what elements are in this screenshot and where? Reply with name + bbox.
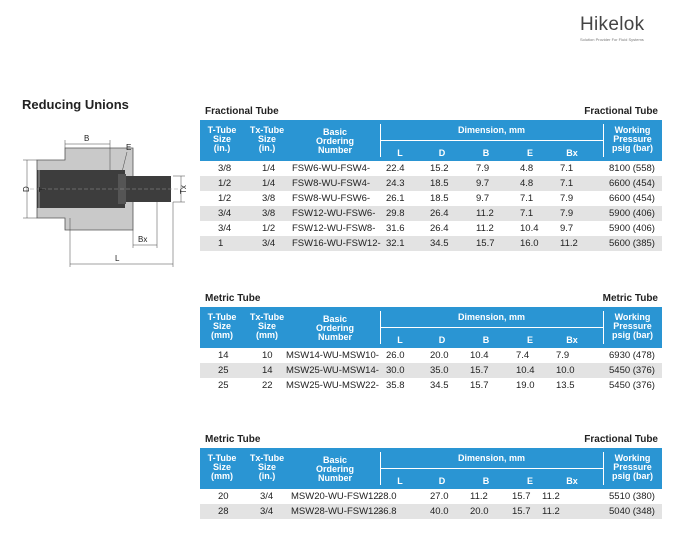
header-dimension: Dimension, mm xyxy=(457,312,525,322)
header-ordering: Basic xyxy=(322,127,348,137)
cell-Bx: 13.5 xyxy=(556,380,575,391)
header-ordering-3: Number xyxy=(317,332,352,342)
cell-Bx: 11.2 xyxy=(542,491,560,502)
cell-t: 25 xyxy=(218,380,229,391)
cell-tx: 3/4 xyxy=(260,491,274,502)
label-B: B xyxy=(84,134,90,143)
header-L: L xyxy=(397,335,403,345)
header-ordering-2: Ordering xyxy=(315,136,354,146)
cell-L: 36.8 xyxy=(378,506,397,517)
header-L: L xyxy=(397,148,403,158)
cell-number: MSW25-WU-MSW14- xyxy=(286,365,379,376)
table-header xyxy=(200,448,662,489)
header-dimension: Dimension, mm xyxy=(457,453,525,463)
header-B: B xyxy=(482,148,490,158)
cell-pressure: 5450 (376) xyxy=(609,380,655,391)
cell-L: 28.0 xyxy=(378,491,397,502)
cell-number: MSW25-WU-MSW22- xyxy=(286,380,379,391)
cell-E: 15.7 xyxy=(512,506,531,517)
cell-tx: 3/8 xyxy=(262,193,276,204)
header-t-tube-size: Size xyxy=(212,462,231,472)
cell-L: 26.0 xyxy=(386,350,405,361)
header-pressure-2: Pressure xyxy=(613,462,652,472)
cell-tx: 1/4 xyxy=(262,163,276,174)
cell-B: 15.7 xyxy=(476,238,495,249)
label-T: T xyxy=(38,187,47,192)
label-E: E xyxy=(126,143,132,152)
cell-D: 26.4 xyxy=(430,223,449,234)
header-B: B xyxy=(482,335,490,345)
cell-B: 15.7 xyxy=(470,380,489,391)
label-D: D xyxy=(22,186,31,192)
header-D: D xyxy=(438,476,446,486)
table-row xyxy=(200,363,662,378)
cell-pressure: 5900 (406) xyxy=(609,223,655,234)
header-tx-tube: Tx-Tube xyxy=(249,312,285,322)
table-header xyxy=(200,307,662,348)
cell-Bx: 10.0 xyxy=(556,365,575,376)
cell-pressure: 6600 (454) xyxy=(609,193,655,204)
cell-D: 34.5 xyxy=(430,380,449,391)
table-row xyxy=(200,206,662,221)
cell-tx: 1/4 xyxy=(262,178,276,189)
cell-E: 7.1 xyxy=(520,208,534,219)
cell-L: 29.8 xyxy=(386,208,405,219)
header-ordering-2: Ordering xyxy=(315,464,354,474)
header-ordering: Basic xyxy=(322,314,348,324)
cell-B: 11.2 xyxy=(476,223,494,234)
cell-E: 4.8 xyxy=(520,178,534,189)
header-t-tube-size: Size xyxy=(212,134,231,144)
cell-E: 7.4 xyxy=(516,350,530,361)
cell-B: 9.7 xyxy=(476,178,490,189)
cell-Bx: 7.9 xyxy=(556,350,570,361)
header-ordering-3: Number xyxy=(317,473,352,483)
header-D: D xyxy=(438,148,446,158)
cell-L: 32.1 xyxy=(386,238,405,249)
cell-t: 1 xyxy=(218,238,224,249)
table-row xyxy=(200,161,662,176)
cell-E: 10.4 xyxy=(516,365,535,376)
header-B: B xyxy=(482,476,490,486)
cell-Bx: 7.9 xyxy=(560,193,574,204)
cell-E: 10.4 xyxy=(520,223,539,234)
header-t-tube: T-Tube xyxy=(207,125,237,135)
header-ordering-2: Ordering xyxy=(315,323,354,333)
cell-pressure: 6930 (478) xyxy=(609,350,655,361)
cell-L: 30.0 xyxy=(386,365,405,376)
cell-tx: 14 xyxy=(262,365,273,376)
cell-t: 3/4 xyxy=(218,223,232,234)
cell-tx: 3/4 xyxy=(262,238,276,249)
cell-t: 1/2 xyxy=(218,193,232,204)
cell-E: 4.8 xyxy=(520,163,534,174)
table-header xyxy=(200,120,662,161)
cell-L: 22.4 xyxy=(386,163,405,174)
cell-pressure: 5510 (380) xyxy=(609,491,655,502)
header-tx-tube-size: Size xyxy=(257,134,276,144)
cell-number: FSW8-WU-FSW6- xyxy=(292,193,371,204)
header-tx-tube-size: Size xyxy=(257,321,276,331)
header-pressure-unit: psig (bar) xyxy=(611,471,653,481)
cell-number: FSW12-WU-FSW6- xyxy=(292,208,376,219)
cell-tx: 10 xyxy=(262,350,273,361)
cell-D: 18.5 xyxy=(430,178,449,189)
header-Bx: Bx xyxy=(566,335,578,345)
cell-t: 25 xyxy=(218,365,229,376)
cell-B: 7.9 xyxy=(476,163,490,174)
cell-Bx: 11.2 xyxy=(560,238,578,249)
logo-tagline: Solution Provider For Fluid Systems xyxy=(580,37,644,42)
header-E: E xyxy=(526,335,533,345)
cell-tx: 1/2 xyxy=(262,223,276,234)
header-t-tube-unit: (mm) xyxy=(211,471,233,481)
cell-D: 18.5 xyxy=(430,193,449,204)
cell-Bx: 7.1 xyxy=(560,163,574,174)
cell-L: 35.8 xyxy=(386,380,405,391)
header-pressure: Working xyxy=(614,125,651,135)
cell-E: 15.7 xyxy=(512,491,531,502)
cell-number: FSW6-WU-FSW4- xyxy=(292,163,371,174)
table-metric-fractional xyxy=(200,434,662,519)
header-tx-tube: Tx-Tube xyxy=(249,125,285,135)
header-pressure: Working xyxy=(614,312,651,322)
cell-number: MSW20-WU-FSW12- xyxy=(291,491,382,502)
cell-tx: 3/4 xyxy=(260,506,274,517)
table-left-label: Metric Tube xyxy=(205,434,261,445)
header-ordering: Basic xyxy=(322,455,348,465)
table-row xyxy=(200,348,662,363)
cell-B: 11.2 xyxy=(476,208,494,219)
table-row xyxy=(200,504,662,519)
cell-E: 7.1 xyxy=(520,193,534,204)
cell-D: 15.2 xyxy=(430,163,449,174)
cell-B: 11.2 xyxy=(470,491,488,502)
table-right-label: Fractional Tube xyxy=(584,434,658,445)
header-t-tube-unit: (mm) xyxy=(211,330,233,340)
cell-Bx: 7.9 xyxy=(560,208,574,219)
cell-number: FSW12-WU-FSW8- xyxy=(292,223,376,234)
cell-number: MSW28-WU-FSW12- xyxy=(291,506,382,517)
cell-tx: 3/8 xyxy=(262,208,276,219)
cell-pressure: 6600 (454) xyxy=(609,178,655,189)
header-t-tube-unit: (in.) xyxy=(213,143,231,153)
table-metric-metric xyxy=(200,293,662,393)
cell-B: 9.7 xyxy=(476,193,490,204)
header-t-tube: T-Tube xyxy=(207,312,237,322)
table-row xyxy=(200,378,662,393)
cell-D: 27.0 xyxy=(430,491,449,502)
brand-logo xyxy=(580,14,660,42)
table-row xyxy=(200,489,662,504)
table-right-label: Fractional Tube xyxy=(584,106,658,117)
header-pressure-2: Pressure xyxy=(613,134,652,144)
cell-D: 35.0 xyxy=(430,365,449,376)
label-Tx: Tx xyxy=(179,185,188,194)
cell-L: 31.6 xyxy=(386,223,405,234)
cell-t: 1/2 xyxy=(218,178,232,189)
cell-pressure: 5900 (406) xyxy=(609,208,655,219)
header-tx-tube-unit: (in.) xyxy=(258,471,276,481)
table-row xyxy=(200,176,662,191)
header-E: E xyxy=(526,148,533,158)
cell-pressure: 5040 (348) xyxy=(609,506,655,517)
table-right-label: Metric Tube xyxy=(602,293,658,304)
section-title: Reducing Unions xyxy=(22,97,129,112)
header-pressure-unit: psig (bar) xyxy=(611,143,653,153)
header-pressure: Working xyxy=(614,453,651,463)
cell-number: FSW8-WU-FSW4- xyxy=(292,178,371,189)
cell-E: 16.0 xyxy=(520,238,539,249)
table-left-label: Fractional Tube xyxy=(205,106,279,117)
cell-Bx: 9.7 xyxy=(560,223,574,234)
header-tx-tube-unit: (in.) xyxy=(258,143,276,153)
header-pressure-2: Pressure xyxy=(613,321,652,331)
cell-D: 34.5 xyxy=(430,238,449,249)
cell-E: 19.0 xyxy=(516,380,535,391)
header-tx-tube: Tx-Tube xyxy=(249,453,285,463)
header-dimension: Dimension, mm xyxy=(457,125,525,135)
header-L: L xyxy=(397,476,403,486)
table-left-label: Metric Tube xyxy=(205,293,261,304)
cell-t: 3/4 xyxy=(218,208,232,219)
label-L: L xyxy=(115,254,120,263)
cell-t: 20 xyxy=(218,491,229,502)
reducing-union-diagram xyxy=(15,130,195,270)
cell-D: 26.4 xyxy=(430,208,449,219)
cell-Bx: 7.1 xyxy=(560,178,574,189)
header-Bx: Bx xyxy=(566,476,578,486)
header-pressure-unit: psig (bar) xyxy=(611,330,653,340)
table-row xyxy=(200,191,662,206)
header-E: E xyxy=(526,476,533,486)
cell-B: 15.7 xyxy=(470,365,489,376)
header-tx-tube-size: Size xyxy=(257,462,276,472)
header-tx-tube-unit: (mm) xyxy=(256,330,278,340)
header-t-tube: T-Tube xyxy=(207,453,237,463)
cell-Bx: 11.2 xyxy=(542,506,560,517)
cell-B: 20.0 xyxy=(470,506,489,517)
header-t-tube-size: Size xyxy=(212,321,231,331)
cell-pressure: 5600 (385) xyxy=(609,238,655,249)
cell-D: 20.0 xyxy=(430,350,449,361)
cell-number: MSW14-WU-MSW10- xyxy=(286,350,379,361)
header-Bx: Bx xyxy=(566,148,578,158)
table-row xyxy=(200,236,662,251)
header-D: D xyxy=(438,335,446,345)
cell-D: 40.0 xyxy=(430,506,449,517)
label-Bx: Bx xyxy=(138,235,148,244)
cell-L: 24.3 xyxy=(386,178,405,189)
cell-t: 3/8 xyxy=(218,163,232,174)
cell-number: FSW16-WU-FSW12- xyxy=(292,238,381,249)
cell-tx: 22 xyxy=(262,380,273,391)
cell-pressure: 5450 (376) xyxy=(609,365,655,376)
table-row xyxy=(200,221,662,236)
cell-t: 28 xyxy=(218,506,229,517)
cell-L: 26.1 xyxy=(386,193,405,204)
cell-pressure: 8100 (558) xyxy=(609,163,655,174)
cell-t: 14 xyxy=(218,350,229,361)
cell-B: 10.4 xyxy=(470,350,489,361)
logo-name: Hikelok xyxy=(580,14,645,35)
header-ordering-3: Number xyxy=(317,145,352,155)
table-fractional-fractional xyxy=(200,106,662,251)
